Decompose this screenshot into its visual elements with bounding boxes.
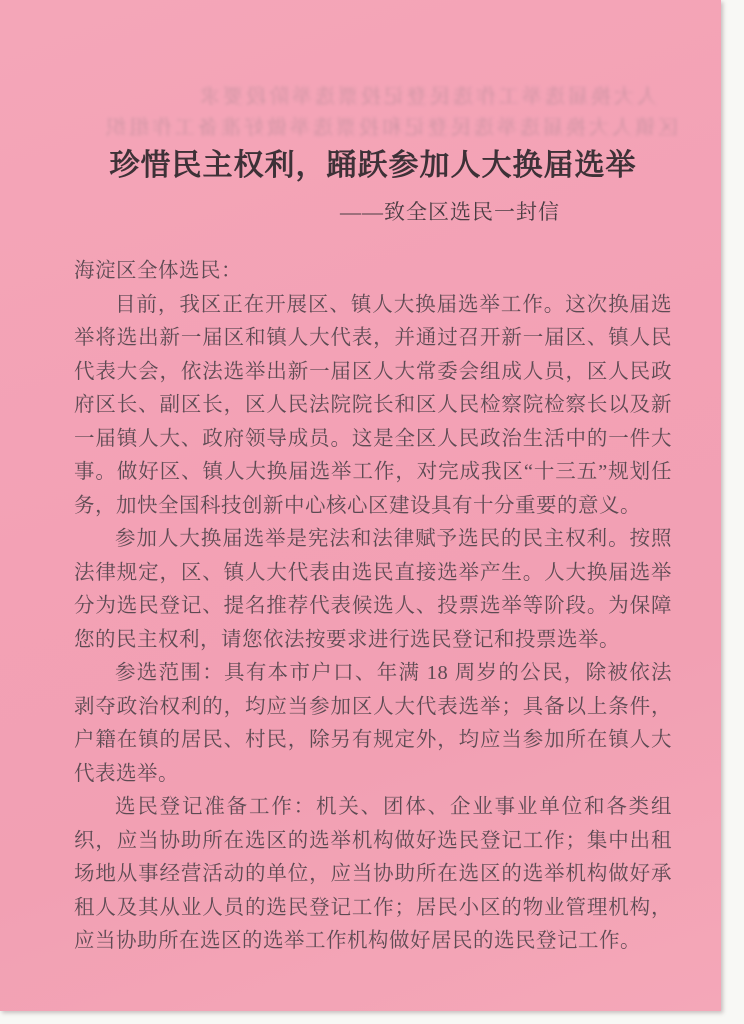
salutation: 海淀区全体选民： — [74, 260, 242, 282]
paragraph-eligibility: 参选范围：具有本市户口、年满 18 周岁的公民，除被依法剥夺政治权利的，均应当参加区人大代表选举；具备以上条件，户籍在镇的居民、村民，除另有规定外，均应当参加所在镇人大代表选举。 — [74, 662, 672, 785]
letter-title: 珍惜民主权利，踊跃参加人大换届选举 — [109, 149, 637, 182]
paragraph-registration: 选民登记准备工作：机关、团体、企业事业单位和各类组织，应当协助所在选区的选举机构做好选民登记工作；集中出租场地从事经营活动的单位，应当协助所在选区的选举机构做好承租人及其从业人员的选民登记工作；居民小区的物业管理机构，应当协助所在选区的选举工作机构做好居民的选民登记工作。 — [74, 796, 672, 952]
bleedthrough-text-line2: 区镇人大换届选举选民登记和投票选举做好准备工作组织 — [103, 117, 678, 139]
paragraph-rights: 参加人大换届选举是宪法和法律赋予选民的民主权利。按照法律规定，区、镇人大代表由选民直接选举产生。人大换届选举分为选民登记、提名推荐代表候选人、投票选举等阶段。为保障您的民主权利，请您依法按要求进行选民登记和投票选举。 — [74, 528, 672, 651]
paragraph-overview: 目前，我区正在开展区、镇人大换届选举工作。这次换届选举将选出新一届区和镇人大代表，并通过召开新一届区、镇人民代表大会，依法选举出新一届区人大常委会组成人员，区人民政府区长、副区长，区人民法院院长和区人民检察院检察长以及新一届镇人大、政府领导成员。这是全区人民政治生活中的一件大事。做好区、镇人大换届选举工作，对完成我区“十三五”规划任务，加快全国科技创新中心核心区建设具有十分重要的意义。 — [74, 293, 672, 517]
letter-body — [74, 255, 672, 959]
letter-subtitle: ——致全区选民一封信 — [340, 200, 560, 224]
bleedthrough-text-line1: 人大换届选举工作选民登记投票选举阶段要求 — [197, 86, 657, 108]
